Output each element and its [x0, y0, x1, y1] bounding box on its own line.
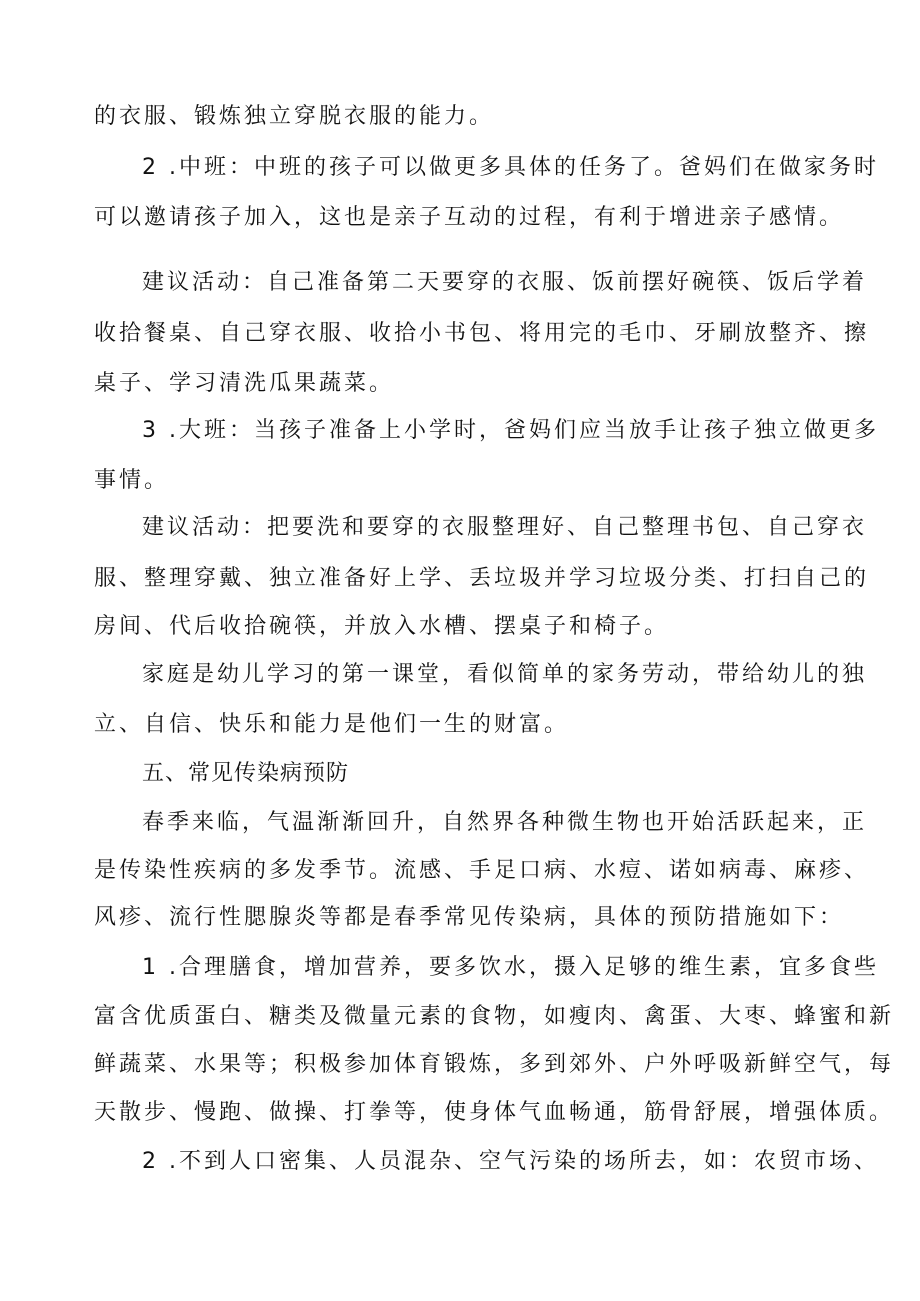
- list-item-crowds: 2 .不到人口密集、人员混杂、空气污染的场所去，如：农贸市场、: [142, 1149, 879, 1174]
- list-item-diet: 1 .合理膳食，增加营养，要多饮水，摄入足够的维生素，宜多食些: [142, 955, 879, 980]
- paragraph-line: 桌子、学习清洗瓜果蔬菜。: [94, 371, 395, 396]
- paragraph-line: 服、整理穿戴、独立准备好上学、丢垃圾并学习垃圾分类、打扫自己的: [94, 566, 870, 591]
- paragraph-line: 可以邀请孩子加入，这也是亲子互动的过程，有利于增进亲子感情。: [94, 205, 845, 230]
- paragraph-line: 事情。: [94, 468, 170, 493]
- list-item-senior-class: 3 .大班：当孩子准备上小学时，爸妈们应当放手让孩子独立做更多: [142, 418, 879, 443]
- paragraph-line: 收拾餐桌、自己穿衣服、收拾小书包、将用完的毛巾、牙刷放整齐、擦: [94, 321, 870, 346]
- paragraph-line: 春季来临，气温渐渐回升，自然界各种微生物也开始活跃起来，正: [142, 810, 868, 835]
- paragraph-line: 的衣服、锻炼独立穿脱衣服的能力。: [94, 104, 495, 129]
- section-heading: 五、常见传染病预防: [142, 761, 350, 786]
- list-item-middle-class: 2 .中班：中班的孩子可以做更多具体的任务了。爸妈们在做家务时: [142, 155, 879, 180]
- paragraph-line: 房间、代后收拾碗筷，并放入水槽、摆桌子和椅子。: [94, 614, 670, 639]
- paragraph-line: 富含优质蛋白、糖类及微量元素的食物，如瘦肉、禽蛋、大枣、蜂蜜和新: [94, 1004, 895, 1029]
- suggested-activities-line: 建议活动：把要洗和要穿的衣服整理好、自己整理书包、自己穿衣: [142, 515, 868, 540]
- suggested-activities-line: 建议活动：自己准备第二天要穿的衣服、饭前摆好碗筷、饭后学着: [142, 270, 868, 295]
- paragraph-line: 是传染性疾病的多发季节。流感、手足口病、水痘、诺如病毒、麻疹、: [94, 858, 870, 883]
- paragraph-line: 家庭是幼儿学习的第一课堂，看似简单的家务劳动，带给幼儿的独: [142, 662, 868, 687]
- paragraph-line: 鲜蔬菜、水果等；积极参加体育锻炼，多到郊外、户外呼吸新鲜空气，每: [94, 1052, 895, 1077]
- paragraph-line: 天散步、慢跑、做操、打拳等，使身体气血畅通，筋骨舒展，增强体质。: [94, 1100, 895, 1125]
- paragraph-line: 风疹、流行性腮腺炎等都是春季常见传染病，具体的预防措施如下：: [94, 905, 845, 930]
- paragraph-line: 立、自信、快乐和能力是他们一生的财富。: [94, 712, 570, 737]
